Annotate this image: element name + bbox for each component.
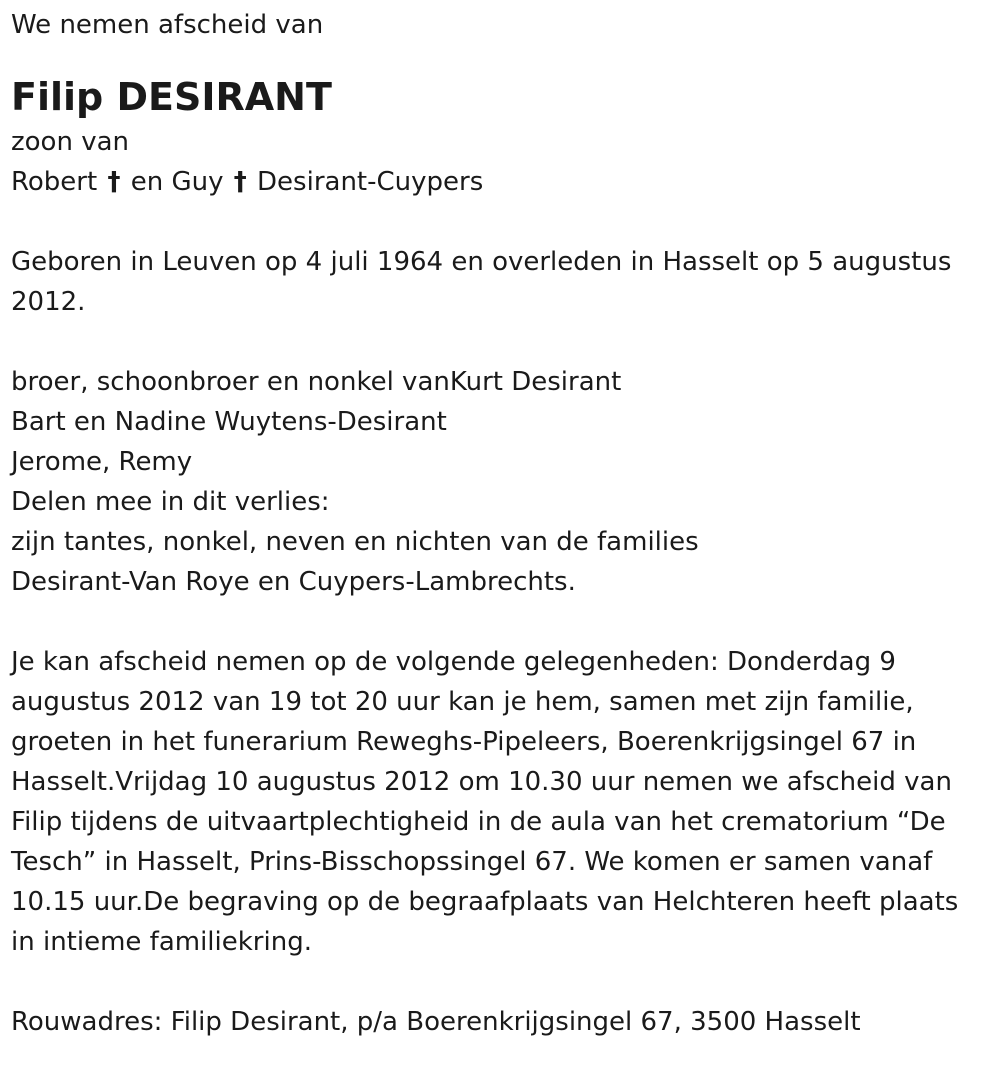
cross-icon: † (233, 167, 247, 197)
parent-first-name: Robert (11, 167, 98, 197)
parent-second-name: en Guy (130, 167, 224, 197)
family-paragraph (11, 362, 981, 602)
cross-icon: † (107, 167, 121, 197)
ceremony-paragraph (11, 642, 981, 962)
spacer (11, 602, 980, 642)
birth-death-paragraph (11, 242, 981, 322)
ceremony-line: groeten in het funerarium Reweghs-Pipeleers, Boerenkrijgsingel 67 in (11, 727, 917, 757)
ceremony-line: Filip tijdens de uitvaartplechtigheid in de aula van het crematorium “De (11, 807, 946, 837)
birth-death-line: 2012. (11, 287, 86, 317)
ceremony-line: 10.15 uur.De begraving op de begraafplaats van Helchteren heeft plaats (11, 887, 959, 917)
ceremony-line: augustus 2012 van 19 tot 20 uur kan je hem, samen met zijn familie, (11, 687, 914, 717)
family-line: Delen mee in dit verlies: (11, 487, 330, 517)
spacer (11, 962, 980, 1002)
ceremony-line: Tesch” in Hasselt, Prins-Bisschopssingel 67. We komen er samen vanaf (11, 847, 933, 877)
parents-line (11, 162, 980, 202)
ceremony-line: Je kan afscheid nemen op de volgende gelegenheden: Donderdag 9 (11, 647, 896, 677)
ceremony-line: Hasselt.Vrijdag 10 augustus 2012 om 10.30 uur nemen we afscheid van (11, 767, 952, 797)
ceremony-line: in intieme familiekring. (11, 927, 312, 957)
family-line: Desirant-Van Roye en Cuypers-Lambrechts. (11, 567, 576, 597)
son-of-text: zoon van (11, 127, 130, 157)
family-line: zijn tantes, nonkel, neven en nichten van de families (11, 527, 699, 557)
deceased-name: Filip DESIRANT (11, 75, 332, 119)
birth-death-line: Geboren in Leuven op 4 juli 1964 en overleden in Hasselt op 5 augustus (11, 247, 952, 277)
family-line: broer, schoonbroer en nonkel vanKurt Desirant (11, 367, 622, 397)
intro-text: We nemen afscheid van (11, 10, 324, 40)
family-line: Bart en Nadine Wuytens-Desirant (11, 407, 447, 437)
spacer (11, 322, 980, 362)
mourning-address: Rouwadres: Filip Desirant, p/a Boerenkrijgsingel 67, 3500 Hasselt (11, 1007, 861, 1037)
family-line: Jerome, Remy (11, 447, 193, 477)
spacer (11, 202, 980, 242)
parents-surname: Desirant-Cuypers (257, 167, 484, 197)
